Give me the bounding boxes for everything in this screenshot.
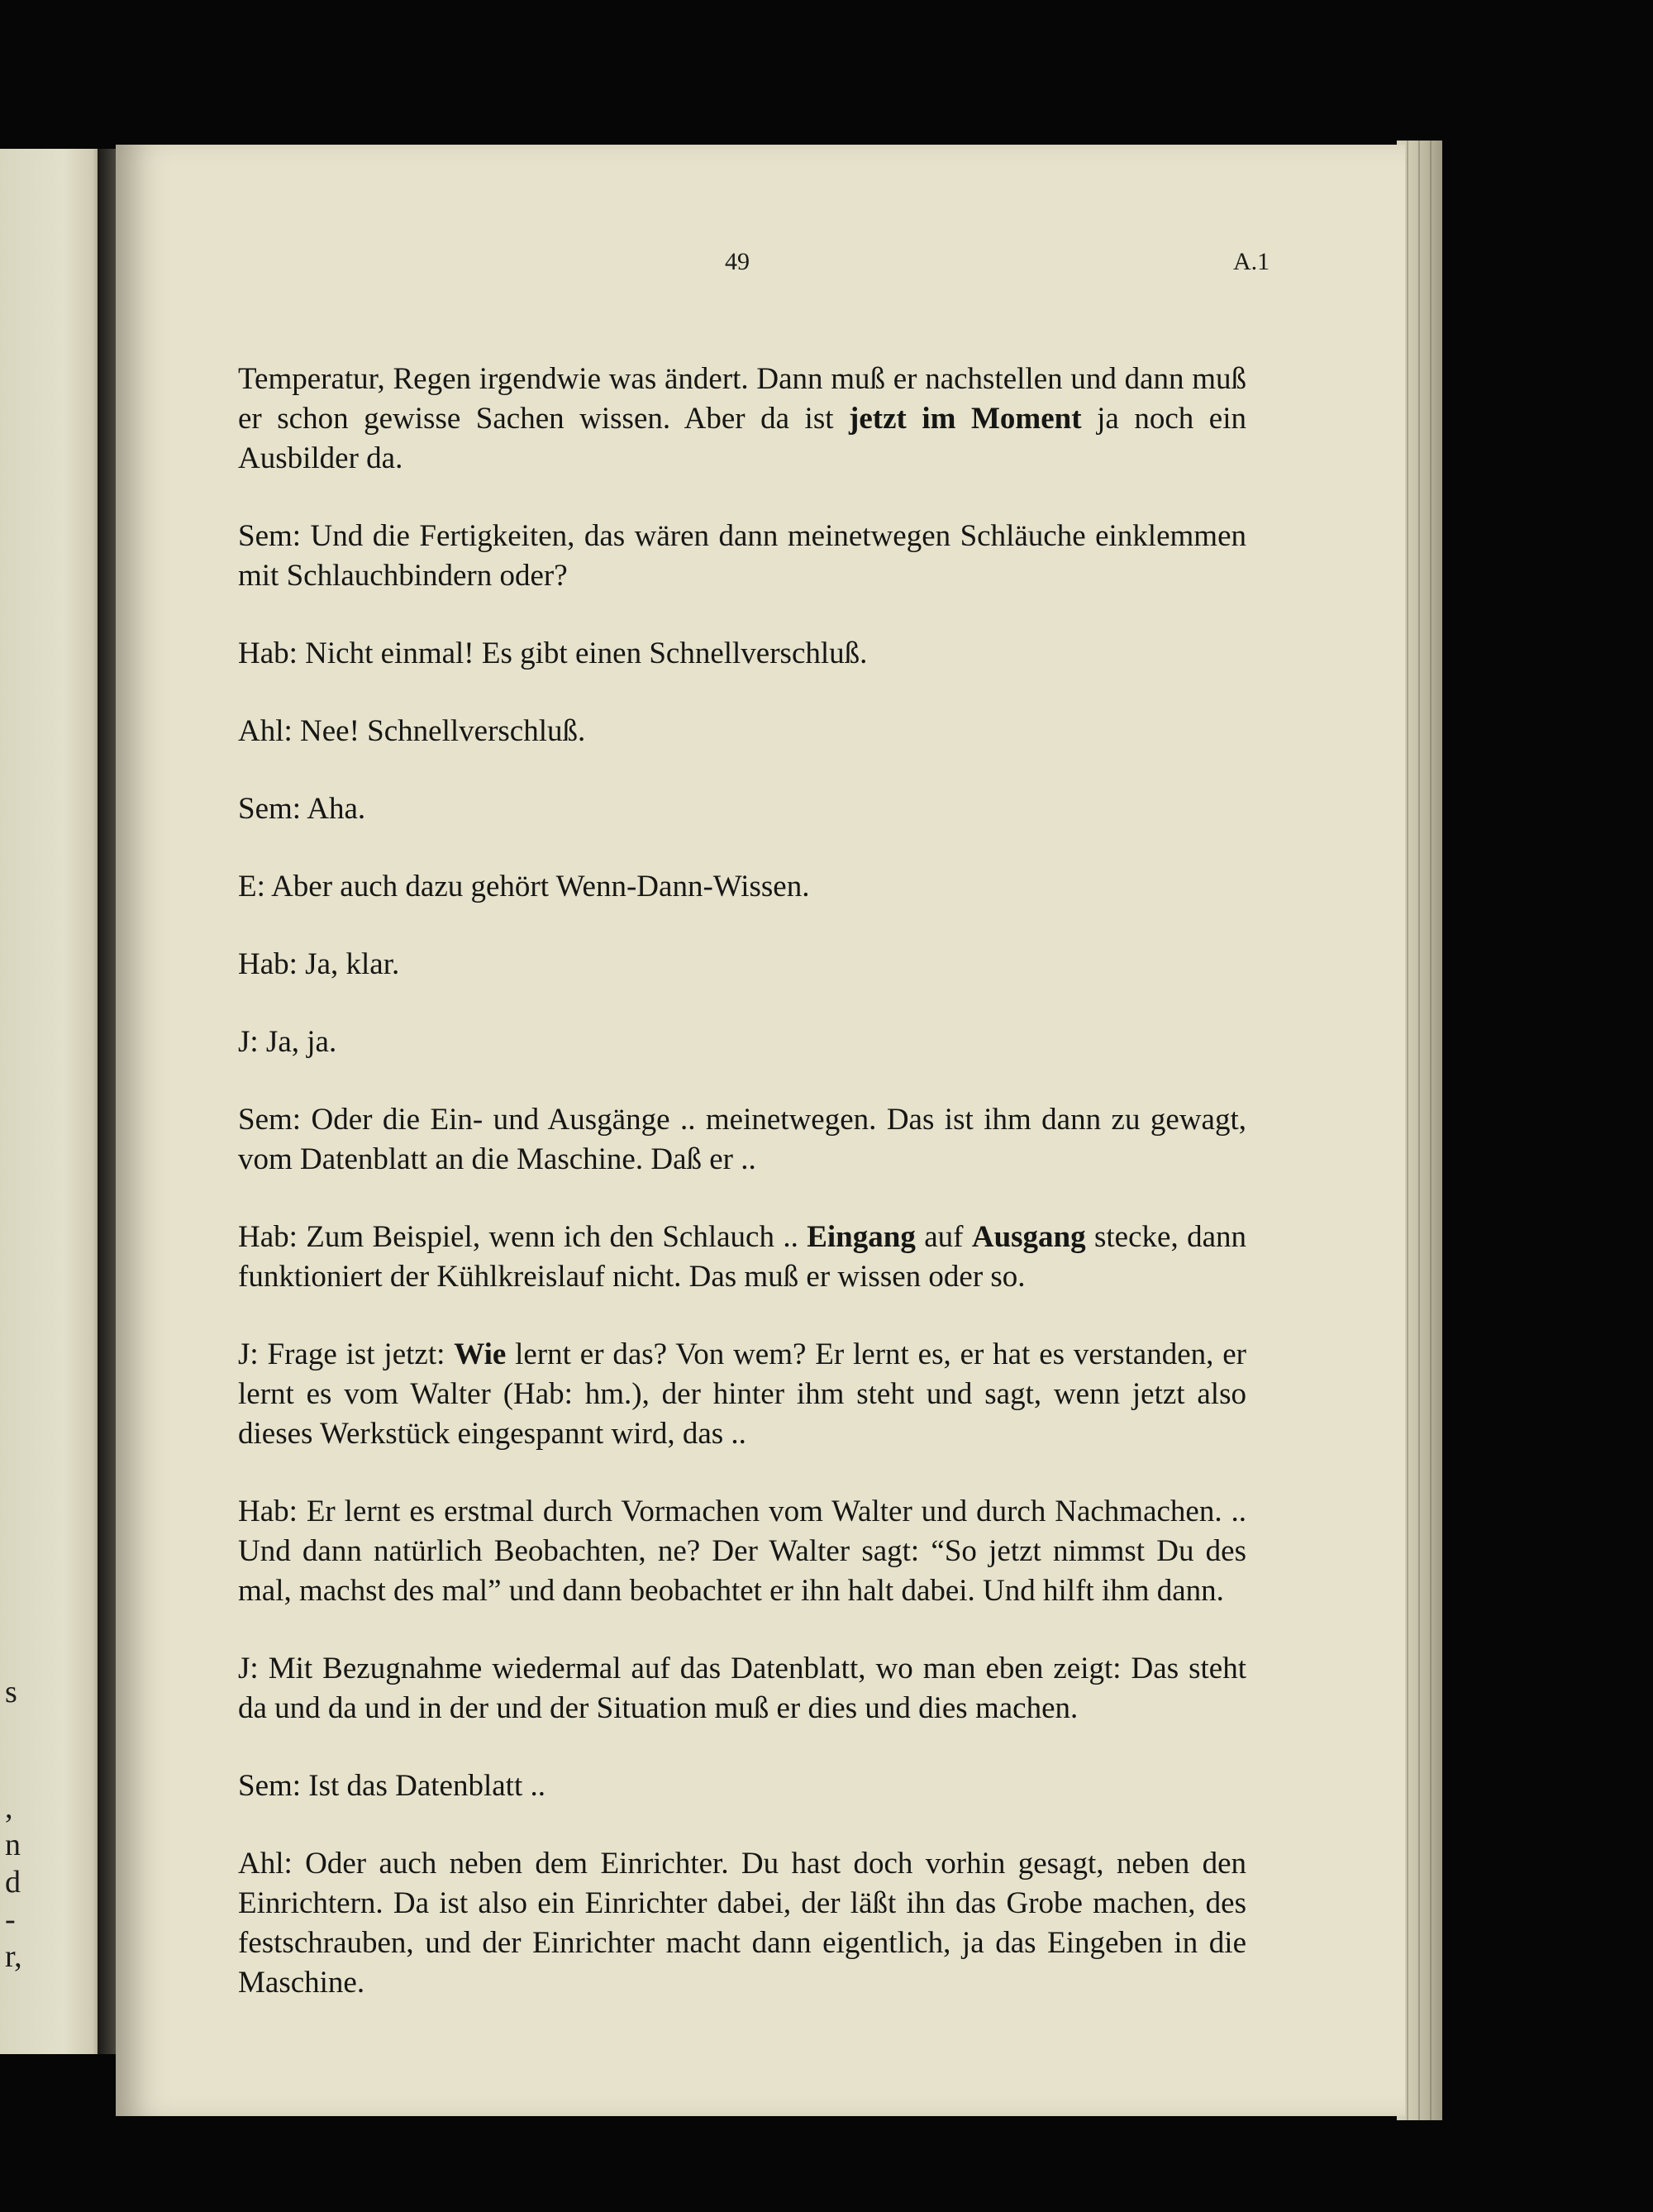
left-edge-char: d — [5, 1865, 21, 1900]
transcript-paragraph — [238, 945, 1246, 984]
page-number: 49 — [725, 248, 750, 275]
paragraph-text: Hab: Er lernt es erstmal durch Vormachen vom Walter und durch Nachmachen. .. Und dann natürlich Beobachten, ne? Der Walter sagt: “So jetzt nimmst Du des mal, machst des mal” und dann beobachtet er ihn halt dabei. Und hilft ihm dann. — [238, 1495, 1246, 1608]
paragraph-text: Sem: Aha. — [238, 792, 366, 826]
emphasized-text: Wie — [454, 1337, 507, 1371]
transcript-paragraph — [238, 712, 1246, 751]
paragraph-text: Ahl: Oder auch neben dem Einrichter. Du hast doch vorhin gesagt, neben den Einrichtern. Da ist also ein Einrichter dabei, der läßt ihn das Grobe machen, des festschrauben, und der Einrichter macht dann eigentlich, ja das Eingeben in die Maschine. — [238, 1847, 1246, 2000]
transcript-paragraph — [238, 1335, 1246, 1454]
paragraph-text: J: Frage ist jetzt: — [238, 1337, 455, 1371]
transcript-paragraph — [238, 867, 1246, 907]
transcript-paragraph — [238, 517, 1246, 596]
transcript-paragraph — [238, 1218, 1246, 1297]
paragraph-text: Sem: Und die Fertigkeiten, das wären dann meinetwegen Schläuche einklemmen mit Schlauchbindern oder? — [238, 519, 1246, 593]
paragraph-text: J: Ja, ja. — [238, 1025, 337, 1059]
transcript-paragraph — [238, 1492, 1246, 1611]
left-edge-char: r, — [5, 1939, 22, 1974]
paragraph-text: Hab: Ja, klar. — [238, 947, 400, 981]
paragraph-text: E: Aber auch dazu gehört Wenn-Dann-Wissen. — [238, 870, 810, 903]
paragraph-text: Temperatur, Regen irgendwie was ändert. Dann muß er nachstellen und dann muß er schon gewisse Sachen wissen. Aber da ist — [238, 362, 1246, 436]
paragraph-text: Sem: Ist das Datenblatt .. — [238, 1769, 545, 1803]
paragraph-text: stecke, dann funktioniert der Kühlkreislauf nicht. Das muß er wissen oder so. — [238, 1220, 1246, 1294]
transcript-paragraph — [238, 1844, 1246, 2003]
left-edge-char: - — [5, 1902, 16, 1937]
emphasized-text: Eingang — [807, 1220, 916, 1254]
paragraph-text: ja noch ein Ausbilder da. — [238, 402, 1246, 475]
section-label: A.1 — [1233, 248, 1270, 275]
paragraph-text: auf — [915, 1220, 972, 1254]
paragraph-text: Sem: Oder die Ein- und Ausgänge .. meinetwegen. Das ist ihm dann zu gewagt, vom Datenblatt an die Maschine. Daß er .. — [238, 1103, 1246, 1176]
transcript-paragraph — [238, 1766, 1246, 1806]
paragraph-text: Ahl: Nee! Schnellverschluß. — [238, 714, 586, 748]
paragraph-text: Hab: Nicht einmal! Es gibt einen Schnellverschluß. — [238, 636, 868, 670]
paragraph-text: J: Mit Bezugnahme wiedermal auf das Datenblatt, wo man eben zeigt: Das steht da und da und in der und der Situation muß er dies und dies machen. — [238, 1652, 1246, 1725]
paragraph-text: lernt er das? Von wem? Er lernt es, er hat es verstanden, er lernt es vom Walter (Hab: hm.), der hinter ihm steht und sagt, wenn jetzt also dieses Werkstück eingespannt wird, das .. — [238, 1337, 1246, 1451]
transcript-paragraph — [238, 1100, 1246, 1180]
left-edge-char: , — [5, 1790, 13, 1825]
transcript-paragraph — [238, 789, 1246, 829]
left-edge-char: s — [5, 1675, 17, 1709]
transcript-paragraph — [238, 1649, 1246, 1728]
emphasized-text: Ausgang — [971, 1220, 1086, 1254]
paragraph-text: Hab: Zum Beispiel, wenn ich den Schlauch .. — [238, 1220, 807, 1254]
transcript-paragraph — [238, 1023, 1246, 1062]
transcript-paragraph — [238, 634, 1246, 674]
left-edge-char: n — [5, 1828, 21, 1862]
transcript-paragraph — [238, 360, 1246, 479]
emphasized-text: jetzt im Moment — [849, 402, 1082, 436]
transcript-body — [238, 360, 1246, 2041]
